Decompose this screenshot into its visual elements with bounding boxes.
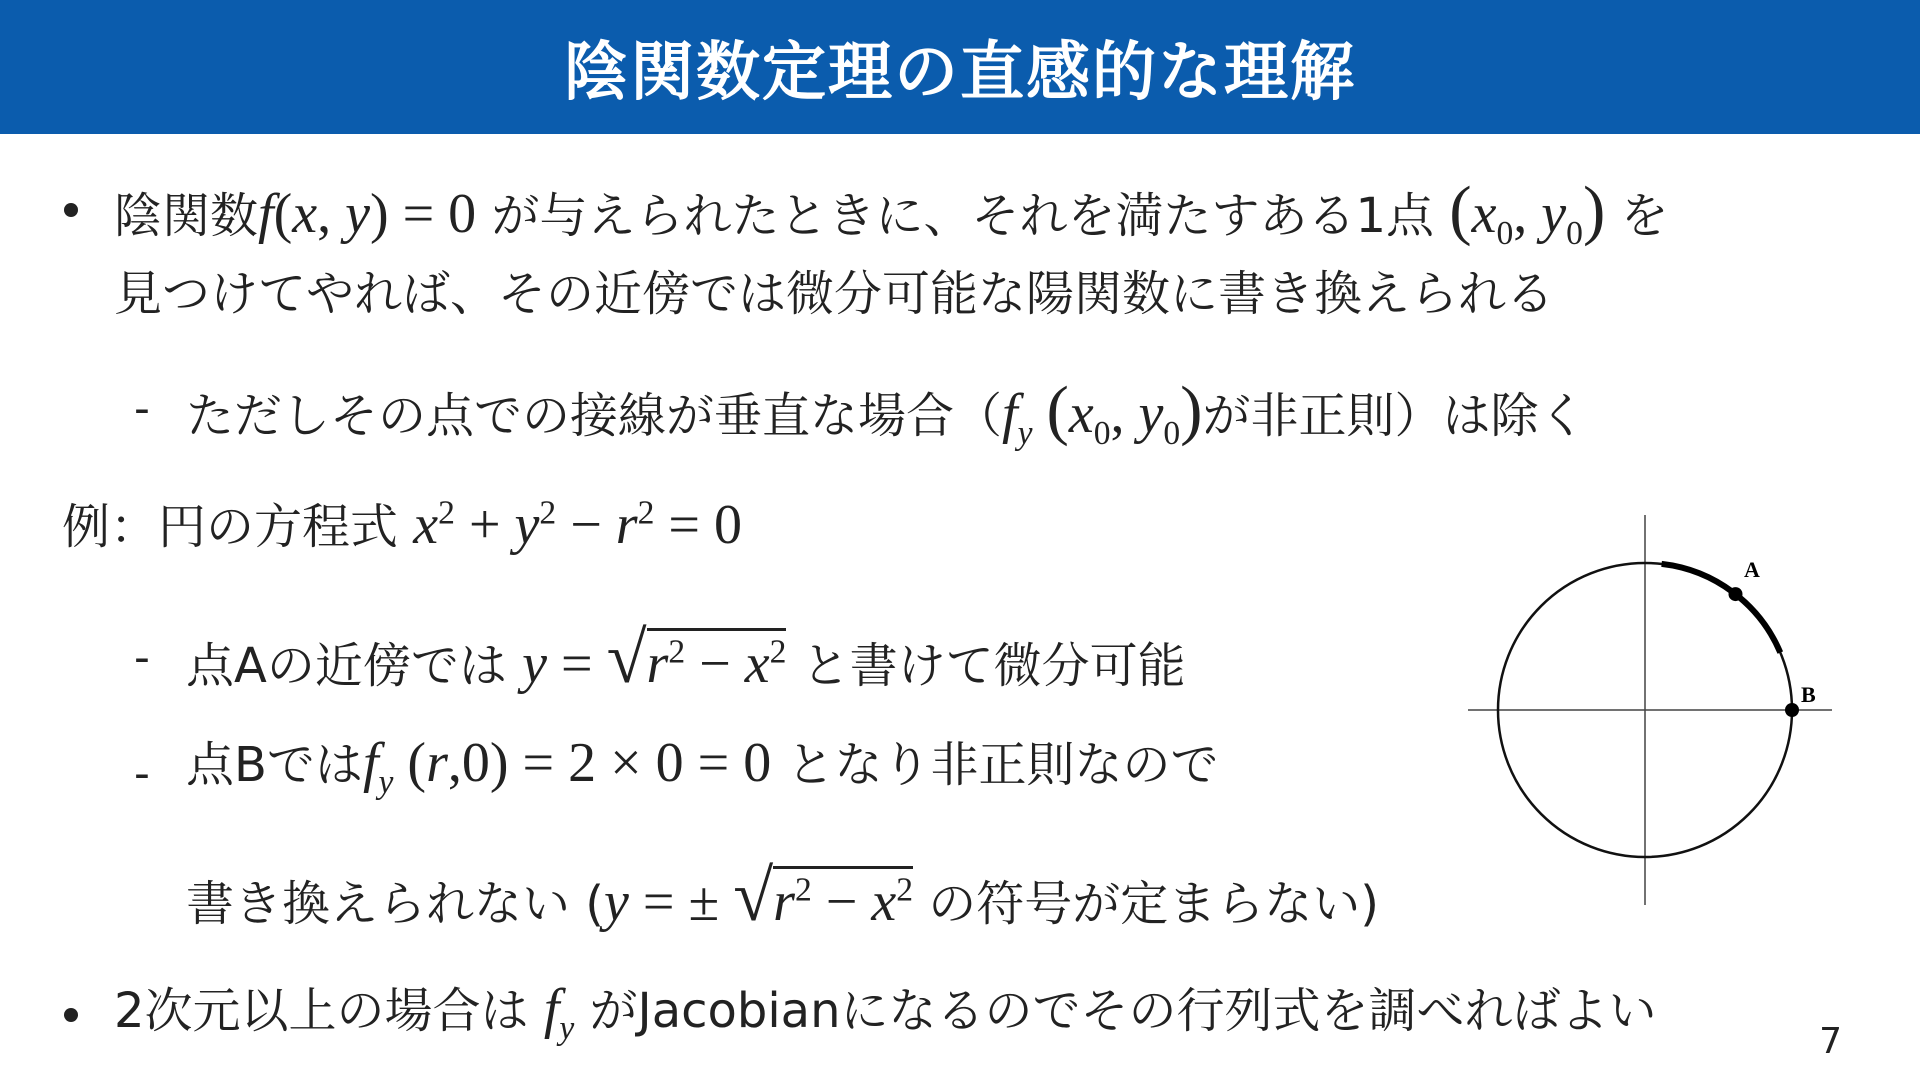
- bullet1-text-c: を: [1620, 188, 1669, 244]
- bullet1-line2: 見つけてやれば、その近傍では微分可能な陽関数に書き換えられる: [114, 266, 1555, 322]
- sub1-text-a: ただしその点での接線が垂直な場合（: [186, 388, 1003, 444]
- bullet2-text-b: がJacobianになるのでその行列式を調べればよい: [589, 983, 1657, 1039]
- example-label: 例：円の方程式: [62, 499, 399, 555]
- bullet1-text-b: が与えられたときに、それを満たすある1点: [491, 188, 1434, 244]
- sub3-formula: $f_y$ (r,0) = 2 × 0 = 0: [362, 732, 772, 802]
- sub1-line: [186, 370, 1587, 455]
- sub2-line: [186, 614, 1186, 701]
- sub2-text-b: と書けて微分可能: [801, 638, 1186, 694]
- label-b: B: [1801, 682, 1816, 707]
- bullet2-text-a: 2次元以上の場合は: [114, 983, 529, 1039]
- bullet1-text-a: 陰関数: [114, 188, 259, 244]
- sub3-line2-b: の符号が定まらない): [928, 876, 1379, 932]
- bullet1-formula-b: ($x_0$, $y_0$): [1449, 172, 1606, 253]
- sub3-dash: -: [134, 748, 150, 799]
- sub3-line2-a: 書き換えられない (: [186, 876, 604, 932]
- bullet-dot: [64, 203, 78, 217]
- page-number: 7: [1819, 1021, 1842, 1062]
- example-formula: $x^2 + y^2 - r^2 = 0$: [413, 494, 742, 556]
- bullet2-formula: $f_y$: [543, 978, 575, 1048]
- sub3-line1: [186, 730, 1219, 804]
- title-bar: [0, 0, 1920, 134]
- arc-near-a: [1662, 564, 1781, 653]
- bullet1-line1: [114, 170, 1669, 255]
- point-a: [1729, 587, 1743, 601]
- sub2-text-a: 点Aの近傍では: [186, 638, 507, 694]
- sub2-formula: $y = √r^2 - x^2$: [522, 617, 787, 698]
- sub3-text-b: となり非正則なので: [786, 737, 1219, 793]
- point-b: [1785, 703, 1799, 717]
- sub3-text-a: 点Bでは: [186, 737, 363, 793]
- sub1-formula: $f_y$ ($x_0$, $y_0$): [1002, 372, 1203, 453]
- sub1-text-b: が非正則）は除く: [1202, 388, 1587, 444]
- sub3-line2: [186, 852, 1379, 939]
- sub3-line2-formula: y = ± $√r^2 - x^2$: [604, 855, 913, 936]
- bullet-dot: [64, 1008, 78, 1022]
- label-a: A: [1744, 557, 1760, 582]
- sub2-dash: -: [134, 632, 150, 683]
- sub1-dash: -: [134, 383, 150, 434]
- bullet2-line: [114, 976, 1657, 1050]
- bullet1-formula-a: f(x, y) = 0: [258, 183, 477, 245]
- circle-figure: [1460, 510, 1840, 910]
- example-line: [62, 492, 742, 559]
- slide-title: 陰関数定理の直感的な理解: [564, 36, 1356, 110]
